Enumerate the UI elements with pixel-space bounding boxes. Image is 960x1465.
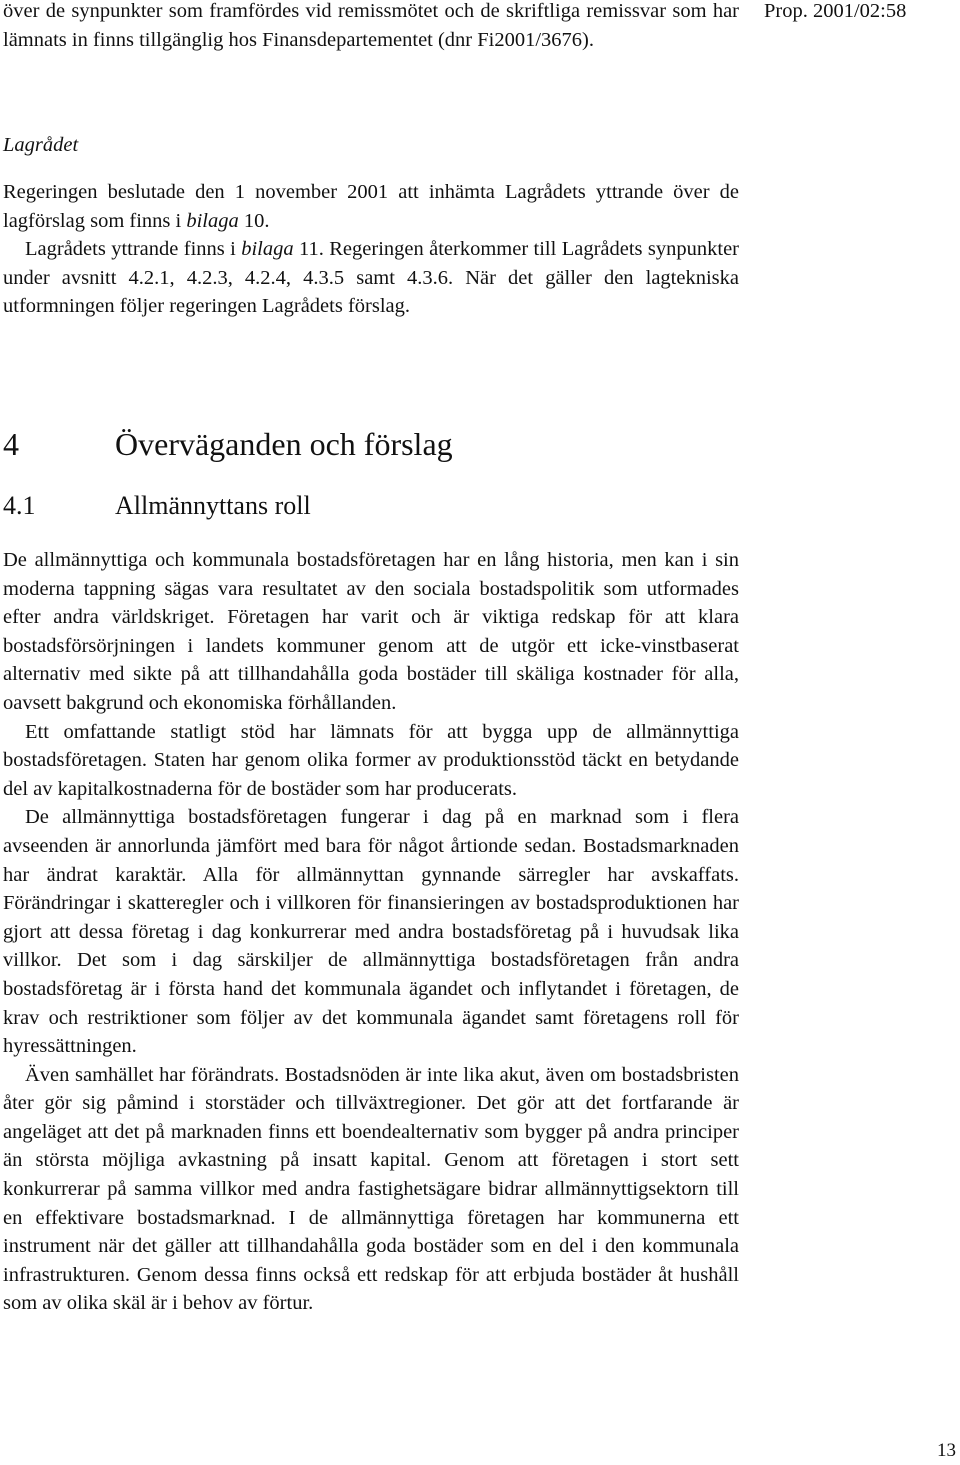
section-heading [3, 424, 453, 464]
intro-text: över de synpunkter som framfördes vid remissmötet och de skriftliga remissvar som har lämnats in finns tillgänglig hos Finansdepartementet (dnr Fi2001/3676). [3, 0, 739, 51]
subsection-heading [3, 489, 311, 523]
intro-paragraph [3, 0, 739, 54]
body-paragraph: Ett omfattande statligt stöd har lämnats för att bygga upp de allmännyttiga bostadsföretagen. Staten har genom olika former av produktionsstöd täckt en betydande del av kapitalkostnaderna för de bostäder som har producerats. [3, 720, 739, 800]
body-paragraph: De allmännyttiga och kommunala bostadsföretagen har en lång historia, men kan i sin moderna tappning sägas vara resultatet av den sociala bostadspolitik som utformades efter andra världskriget. Företagen har varit och är viktiga redskap för att klara bostadsförsörjningen i landets kommuner genom att de utgör ett icke-vinstbaserat alternativ med sikte på att tillhandahålla goda bostäder till skäliga kostnader för alla, oavsett bakgrund och ekonomiska förhållanden. [3, 549, 739, 714]
body-paragraph: Även samhället har förändrats. Bostadsnöden är inte lika akut, även om bostadsbristen åter gör sig påmind i storstäder och tillväxtregioner. Det gör att det fortfarande är angeläget att det på marknaden finns ett boendealternativ som bygger på andra principer än största möjliga avkastning på insatt kapital. Genom att företagen i stort sett konkurrerar på samma villkor med andra fastighetsägare bidrar allmännyttigsektorn till en effektivare bostadsmarknad. I de allmännyttiga företagen har kommunerna ett instrument när det gäller att tillhandahålla goda bostäder som en del i den kommunala infrastrukturen. Genom dessa finns också ett redskap för att erbjuda bostäder åt hushåll som av olika skäl är i behov av förtur. [3, 1063, 739, 1315]
body-paragraph: De allmännyttiga bostadsföretagen fungerar i dag på en marknad som i flera avseenden är annorlunda jämfört med bara för något årtionde sedan. Bostadsmarknaden har ändrat karaktär. Alla för allmännyttan gynnande särregler har avskaffats. Förändringar i skatteregler och i villkoren för finansieringen av bostadsproduktionen har gjort att dessa företag i dag konkurrerar med andra bostadsföretag på i huvudsak lika villkor. Det som i dag särskiljer de allmännyttiga bostadsföretagen från andra bostadsföretag är i första hand det kommunala ägandet och inflytandet i företagen, de krav och restriktioner som följer av det kommunala ägandet samt företagens roll för hyressättningen. [3, 806, 739, 1058]
lagradet-paragraph-2: Lagrådets yttrande finns i bilaga 11. Regeringen återkommer till Lagrådets synpunkter under avsnitt 4.2.1, 4.2.3, 4.2.4, 4.3.5 samt 4.3.6. När det gäller den lagtekniska utformningen följer regeringen Lagrådets förslag. [3, 238, 740, 318]
body-text [3, 546, 739, 1318]
page-number: 13 [937, 1440, 956, 1461]
lagradet-heading: Lagrådet [3, 134, 79, 156]
lagradet-paragraph-1: Regeringen beslutade den 1 november 2001 att inhämta Lagrådets yttrande över de lagförslag som finns i bilaga 10. [3, 181, 739, 232]
subsection-title: Allmännyttans roll [115, 491, 311, 520]
subsection-number: 4.1 [3, 491, 36, 520]
section-title: Överväganden och förslag [115, 426, 453, 462]
lagradet-section [3, 178, 739, 321]
page-header-ref: Prop. 2001/02:58 [764, 0, 907, 22]
section-number: 4 [3, 426, 19, 462]
